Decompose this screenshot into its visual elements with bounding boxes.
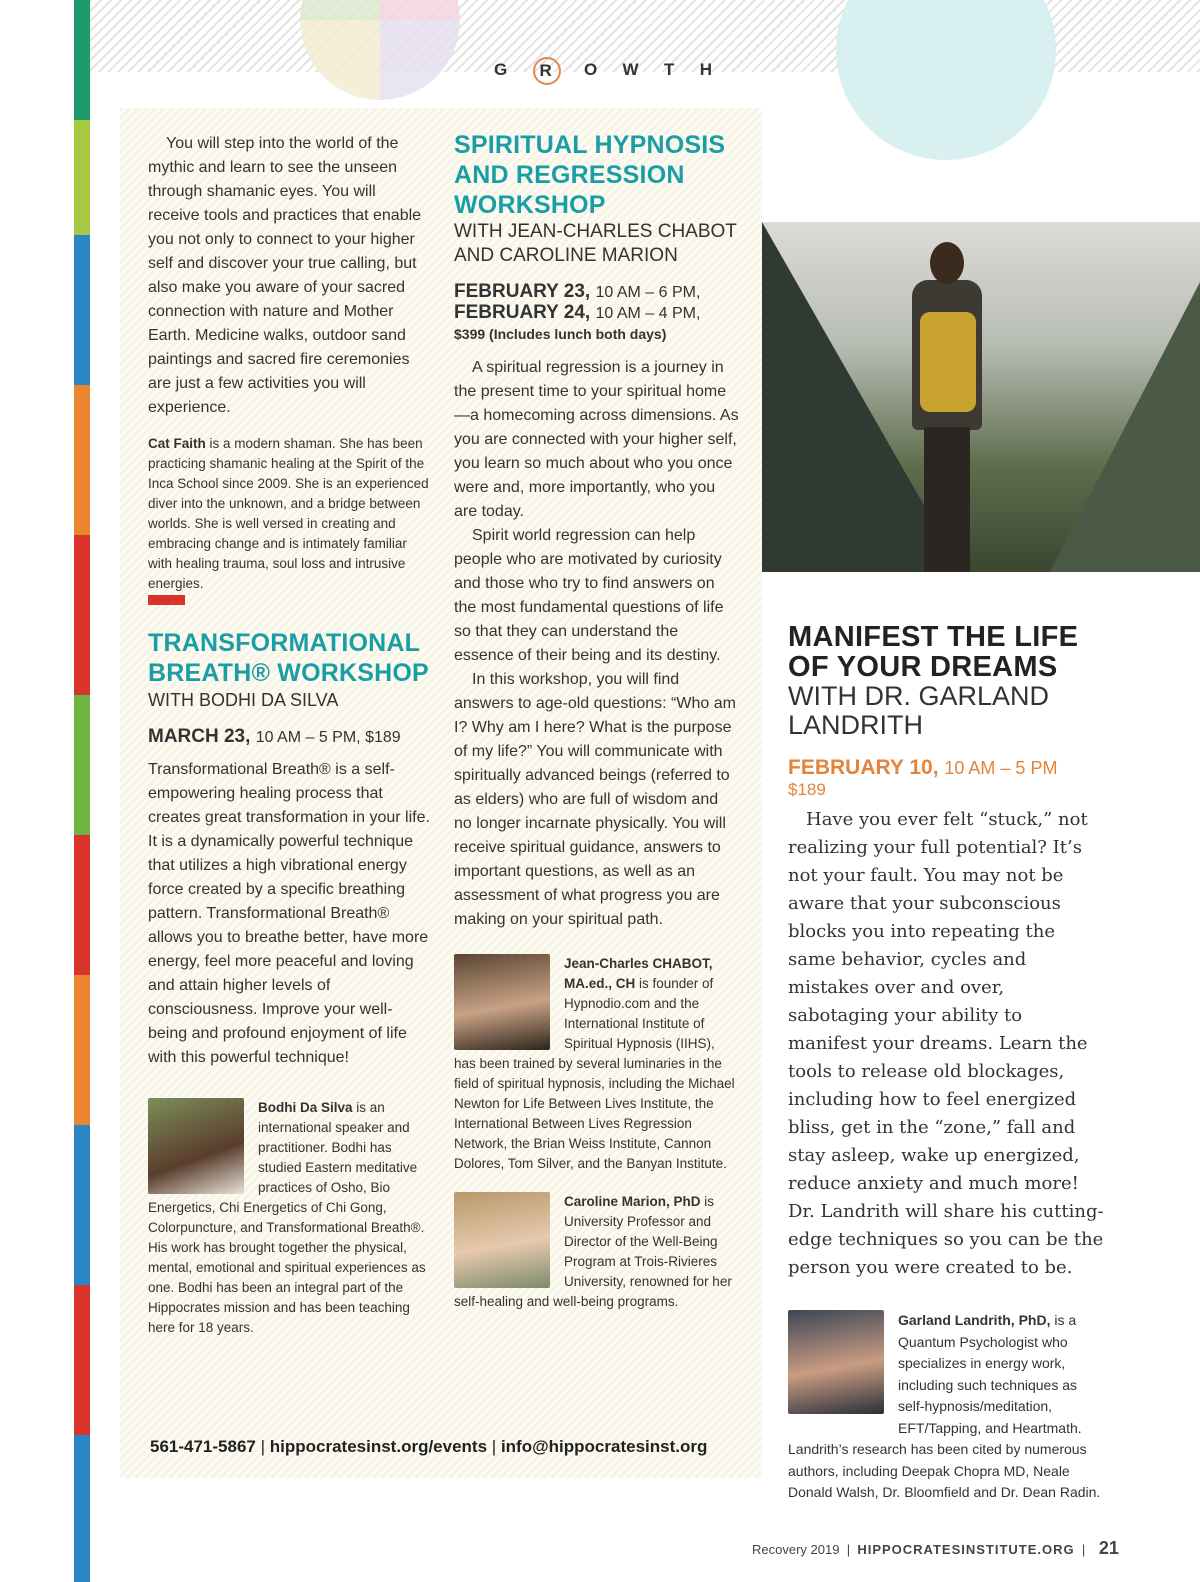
header-letter: O — [583, 60, 600, 79]
title-line: TRANSFORMATIONAL — [148, 629, 421, 657]
marion-bio — [454, 1192, 739, 1312]
title-line: OF YOUR DREAMS — [788, 651, 1058, 683]
title-line: WORKSHOP — [454, 191, 606, 219]
title-line: AND REGRESSION — [454, 161, 685, 189]
header-letter: W — [622, 60, 641, 79]
manifest-title — [788, 622, 1104, 682]
decorative-teal-circle — [836, 0, 1056, 160]
bio-text: is a modern shaman. She has been practicing shamanic healing at the Spirit of the Inca School since 2009. She is an experienced diver into the unknown, and a bridge between worlds. She is well versed in creating and embracing change and is intimately familiar with healing trauma, soul loss and intrusive energies. — [148, 436, 429, 591]
date-label: MARCH 23, — [148, 726, 251, 747]
manifest-body: Have you ever felt “stuck,” not realizing your full potential? It’s not your fault. You may not be aware that your subconscious blocks you into repeating the same behavior, cycles and mistakes over and over, sabotaging your ability to manifest your dreams. Learn the tools to release old blockages, including how to feel energized bliss, get in the “zone,” fall and stay asleep, wake up energized, reduce anxiety and much more! Dr. Landrith will share his cutting-edge techniques so you can be the person you were created to be. — [788, 809, 1104, 1278]
bio-text: is a Quantum Psychologist who specializes in energy work, including such techniques as self-hypnosis/meditation, EFT/Tapping, and Heartmath. Landrith’s research has been cited by numerous authors, including Deepak Chopra MD, Neale Donald Walsh, Dr. Bloomfield and Dr. Dean Radin. — [788, 1312, 1101, 1500]
title-line: SPIRITUAL HYPNOSIS — [454, 131, 726, 159]
color-stripes — [74, 0, 90, 1582]
bio-name: Cat Faith — [148, 436, 206, 451]
hiker-figure — [902, 242, 992, 572]
title-line: MANIFEST THE LIFE — [788, 621, 1079, 653]
events-link[interactable]: hippocratesinst.org/events — [269, 1437, 488, 1456]
section-header-growth — [494, 60, 714, 86]
breath-section — [148, 628, 430, 1338]
decorative-circle — [300, 0, 460, 100]
header-letter: H — [699, 60, 714, 79]
breath-title — [148, 628, 430, 688]
time-label: 10 AM – 6 PM, — [595, 284, 701, 301]
backpack-icon — [920, 312, 976, 412]
separator: | — [846, 1542, 851, 1557]
date-label: FEBRUARY 24, — [454, 302, 591, 323]
page-footer — [752, 1538, 1119, 1559]
subtitle-line: LANDRITH — [788, 710, 924, 740]
hypnosis-p3: In this workshop, you will find answers to age-old questions: “Who am I? Why am I here? What is the purpose of my life?” You will communicate with spiritually advanced beings (referred to as elders) who are full of wisdom and no longer incarnate physically. You will receive spiritual guidance, answers to important questions, as well as an assessment of what progress you are making on your spiritual path. — [454, 671, 736, 928]
chabot-bio — [454, 954, 739, 1174]
header-letter: R — [533, 57, 561, 85]
header-letter: G — [494, 60, 510, 79]
subtitle-line: AND CAROLINE MARION — [454, 245, 678, 266]
manifest-date — [788, 756, 1104, 780]
hypnosis-p1: A spiritual regression is a journey in the present time to your spiritual home—a homecoming across dimensions. As you are connected with your higher self, you learn so much about who you once were and, more importantly, who you are today. — [454, 359, 739, 520]
separator: | — [491, 1437, 497, 1456]
chabot-photo — [454, 954, 550, 1050]
landrith-bio — [788, 1310, 1104, 1504]
hiker-photo — [762, 222, 1200, 572]
red-divider — [148, 595, 185, 605]
separator: | — [260, 1437, 266, 1456]
manifest-price: $189 — [788, 780, 826, 799]
issue-label: Recovery 2019 — [752, 1542, 840, 1557]
bio-name: Jean-Charles CHABOT, MA.ed., CH — [564, 956, 713, 991]
bodhi-photo — [148, 1098, 244, 1194]
hypnosis-dates — [454, 282, 739, 344]
separator: | — [1081, 1542, 1086, 1557]
breath-subtitle: WITH BODHI DA SILVA — [148, 690, 339, 710]
cat-faith-bio — [148, 434, 430, 594]
price-label: $399 (Includes lunch both days) — [454, 326, 667, 342]
bio-text: is an international speaker and practitioner. Bodhi has studied Eastern meditative practices of Osho, Bio Energetics, Chi Energetics of Chi Gong, Colorpuncture, and Transformational Breath®. His work has brought together the physical, mental, emotional and spiritual experiences as one. Bodhi has been an integral part of the Hippocrates mission and has been teaching here for 18 years. — [148, 1100, 426, 1335]
manifest-section — [788, 622, 1104, 1504]
page-number: 21 — [1098, 1538, 1119, 1558]
bio-text: is founder of Hypnodio.com and the International Institute of Spiritual Hypnosis (IIHS), has been trained by several luminaries in the field of spiritual hypnosis, including the Michael Newton for Life Between Lives Institute, the International Between Lives Regression Network, the Brian Weiss Institute, Cannon Dolores, Tom Silver, and the Banyan Institute. — [454, 976, 735, 1171]
marion-photo — [454, 1192, 550, 1288]
shamanic-section — [148, 132, 430, 594]
date-label: FEBRUARY 10, — [788, 756, 939, 779]
time-label: 10 AM – 5 PM — [944, 758, 1058, 778]
title-line: BREATH® WORKSHOP — [148, 659, 429, 687]
header-letter: T — [663, 60, 677, 79]
breath-body: Transformational Breath® is a self-empowering healing process that creates great transformation in your life. It is a dynamically powerful technique that utilizes a high vibrational energy force created by a specific breathing pattern. Transformational Breath® allows you to breathe better, have more energy, feel more peaceful and loving and attain higher levels of consciousness. Improve your well-being and profound enjoyment of life with this powerful technique! — [148, 761, 430, 1066]
time-label: 10 AM – 5 PM, $189 — [255, 729, 401, 746]
time-label: 10 AM – 4 PM, — [595, 305, 701, 322]
contact-line — [150, 1437, 707, 1457]
hypnosis-section — [454, 130, 739, 1312]
landrith-photo — [788, 1310, 884, 1414]
bio-name: Bodhi Da Silva — [258, 1100, 353, 1115]
subtitle-line: WITH JEAN-CHARLES CHABOT — [454, 221, 737, 242]
date-label: FEBRUARY 23, — [454, 281, 591, 302]
bio-name: Garland Landrith, PhD, — [898, 1312, 1051, 1328]
bodhi-bio — [148, 1098, 430, 1338]
bio-text: is University Professor and Director of the Well-Being Program at Trois-Rivieres University, renowned for her self-healing and well-being programs. — [454, 1194, 732, 1309]
bio-name: Caroline Marion, PhD — [564, 1194, 701, 1209]
hypnosis-subtitle — [454, 220, 739, 268]
breath-date — [148, 726, 430, 748]
shamanic-intro: You will step into the world of the mythic and learn to see the unseen through shamanic eyes. You will receive tools and practices that enable you not only to connect to your higher self and discover your true calling, but also make you aware of your sacred connection with nature and Mother Earth. Medicine walks, outdoor sand paintings and sacred fire ceremonies are just a few activities you will experience. — [148, 135, 422, 416]
manifest-subtitle — [788, 682, 1104, 740]
site-label[interactable]: HIPPOCRATESINSTITUTE.ORG — [857, 1542, 1075, 1557]
phone-number[interactable]: 561-471-5867 — [150, 1437, 256, 1456]
hypnosis-p2: Spirit world regression can help people who are motivated by curiosity and those who try to find answers on the most fundamental questions of life so that they can understand the essence of their being and its destiny. — [454, 527, 724, 664]
email-link[interactable]: info@hippocratesinst.org — [500, 1437, 708, 1456]
hypnosis-title — [454, 130, 739, 220]
subtitle-line: WITH DR. GARLAND — [788, 681, 1050, 711]
